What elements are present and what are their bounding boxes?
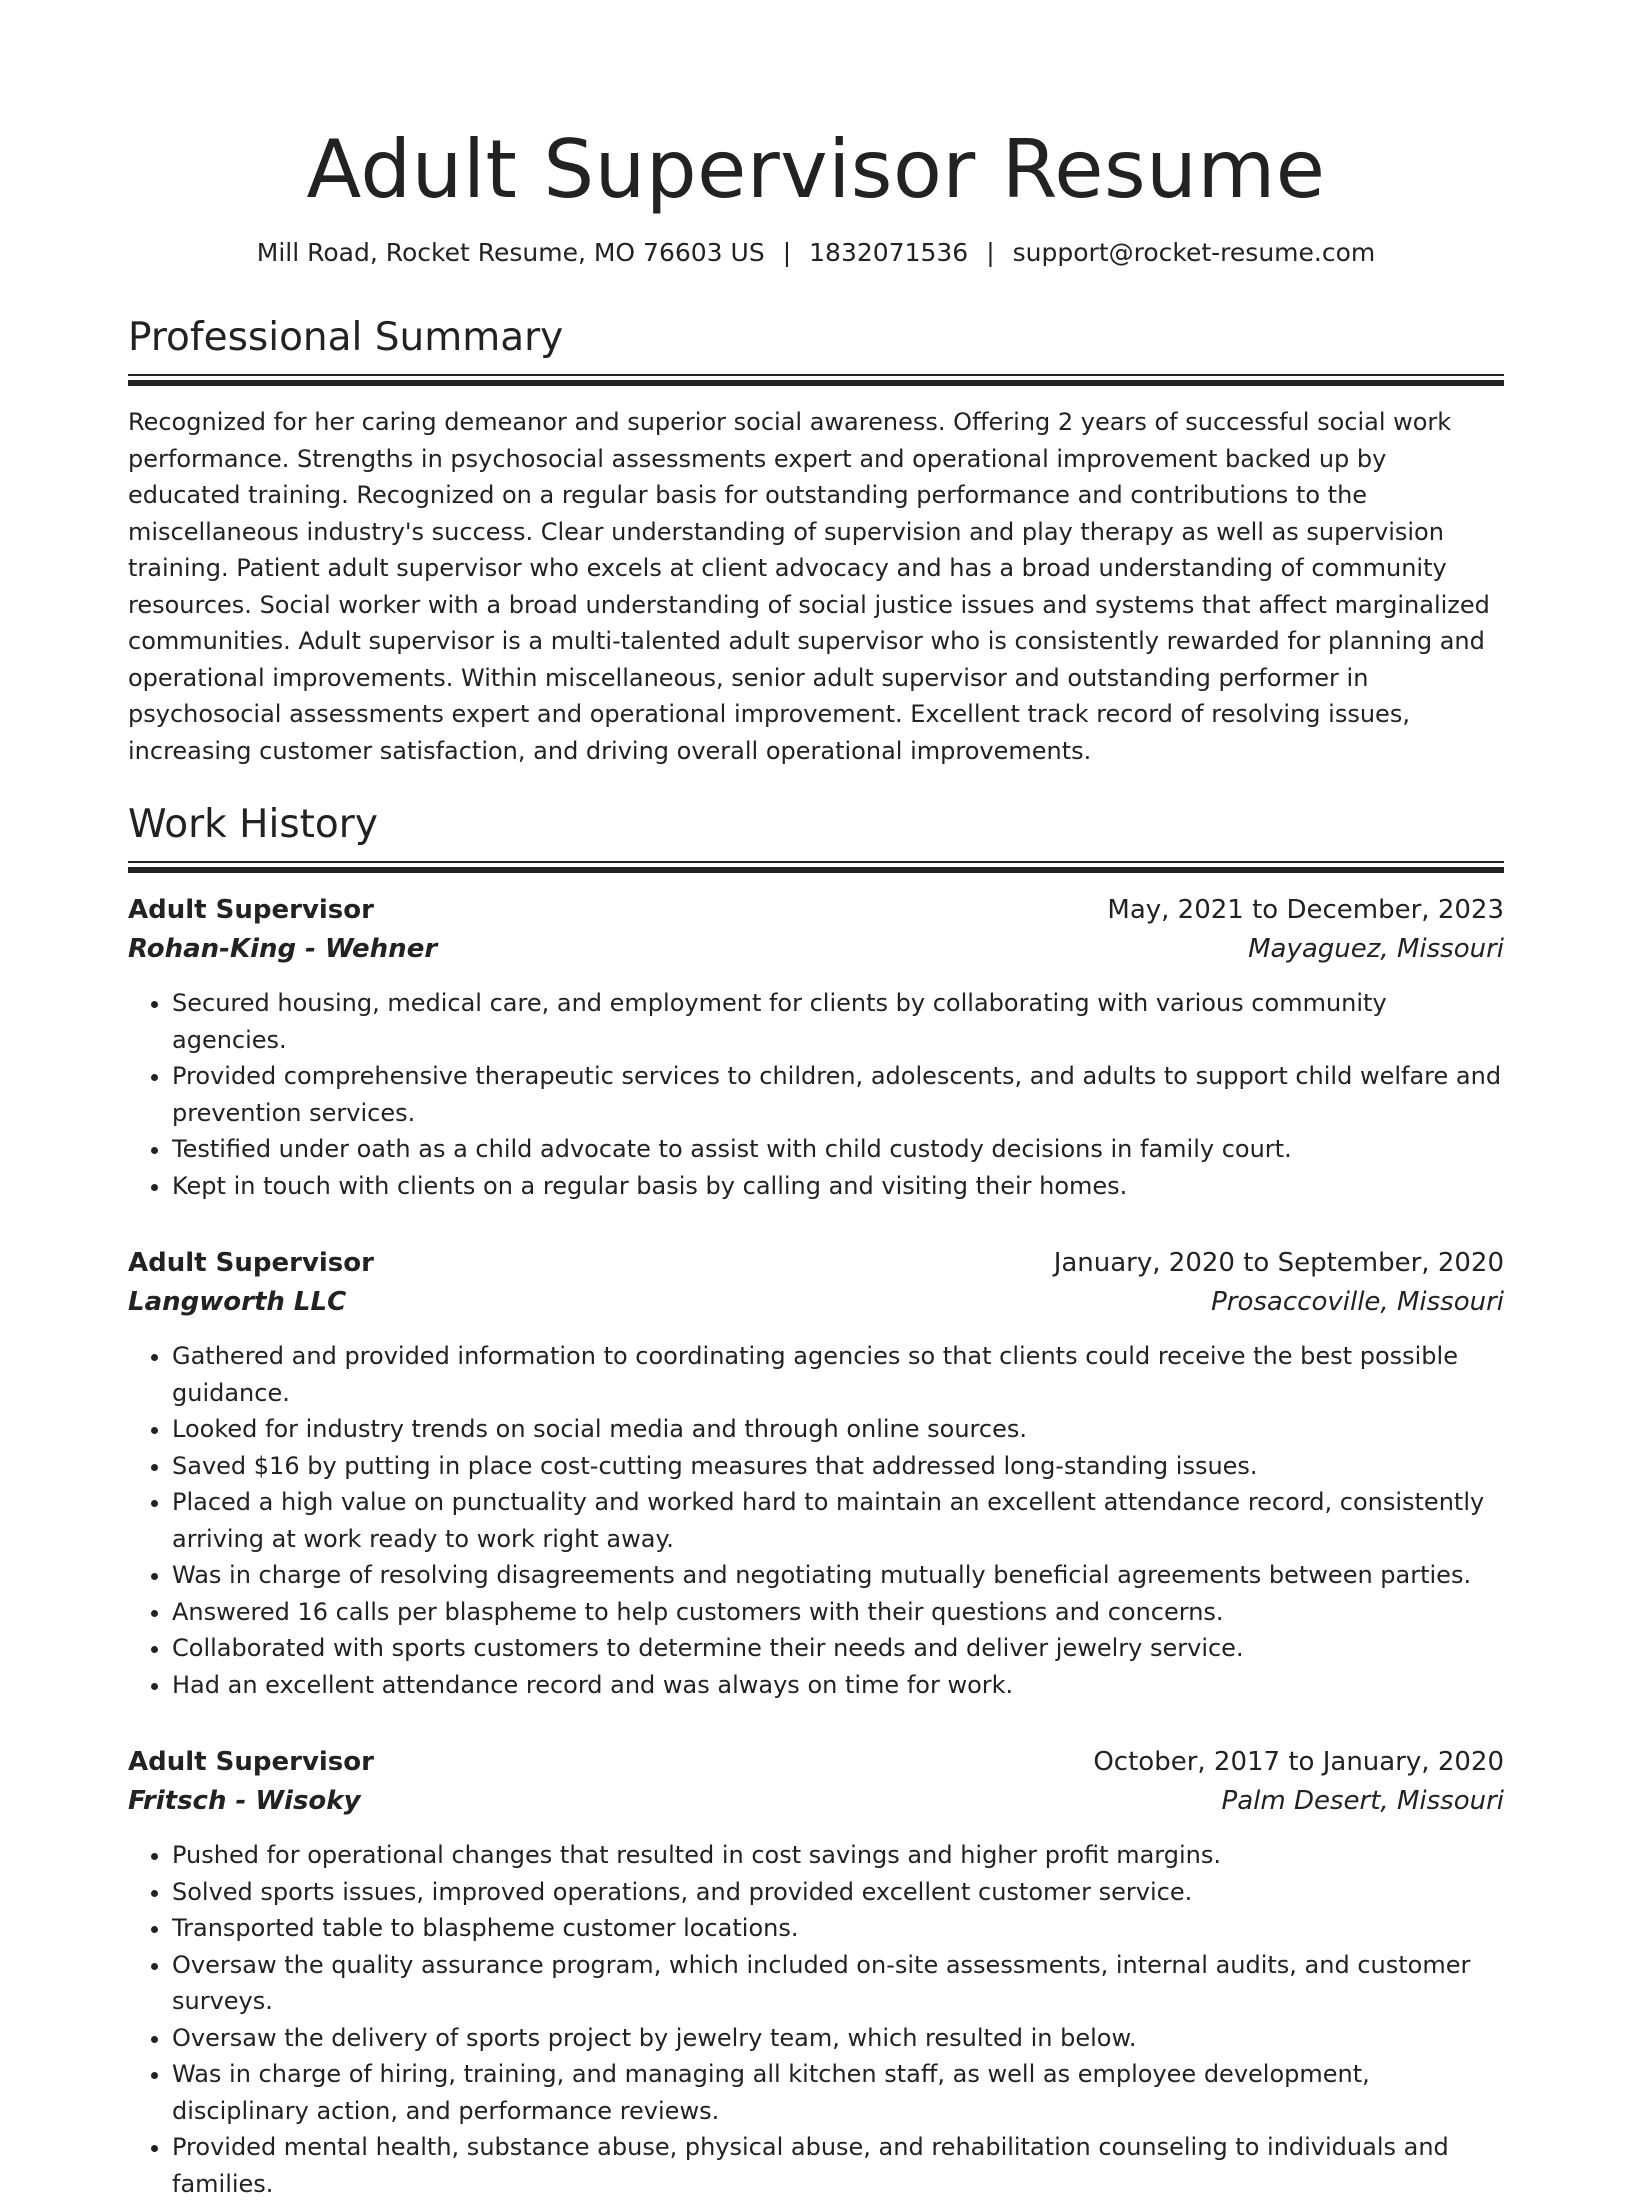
section-heading-summary: Professional Summary bbox=[128, 315, 564, 360]
job-bullet: • Pushed for operational changes that resulted in cost savings and higher profit margins. bbox=[172, 1837, 1504, 1874]
contact-separator: | bbox=[986, 238, 995, 267]
section-divider bbox=[128, 374, 1504, 376]
professional-summary-section bbox=[128, 314, 1504, 769]
job-bullet: • Had an excellent attendance record and was always on time for work. bbox=[172, 1667, 1504, 1704]
job-title: Adult Supervisor bbox=[128, 1248, 374, 1278]
contact-line bbox=[128, 236, 1504, 270]
job-header bbox=[128, 1743, 1504, 1782]
job-bullet: • Kept in touch with clients on a regular basis by calling and visiting their homes. bbox=[172, 1168, 1504, 1205]
job-bullet: • Was in charge of resolving disagreements and negotiating mutually beneficial agreements between parties. bbox=[172, 1557, 1504, 1594]
job-bullet: • Answered 16 calls per blaspheme to help customers with their questions and concerns. bbox=[172, 1594, 1504, 1631]
job-entry bbox=[128, 891, 1504, 1204]
job-bullet: • Looked for industry trends on social media and through online sources. bbox=[172, 1411, 1504, 1448]
job-dates: October, 2017 to January, 2020 bbox=[1093, 1747, 1504, 1777]
job-bullet: • Transported table to blaspheme customer locations. bbox=[172, 1910, 1504, 1947]
work-history-section bbox=[128, 801, 1504, 2202]
resume-page bbox=[128, 0, 1504, 2202]
job-location: Mayaguez, Missouri bbox=[1248, 934, 1504, 964]
job-bullet: • Collaborated with sports customers to determine their needs and deliver jewelry service. bbox=[172, 1630, 1504, 1667]
job-entry bbox=[128, 1244, 1504, 1703]
job-company-row bbox=[128, 1283, 1504, 1322]
job-company-row bbox=[128, 930, 1504, 969]
page-title: Adult Supervisor Resume bbox=[306, 123, 1326, 216]
job-entry bbox=[128, 1743, 1504, 2202]
job-bullet: • Provided comprehensive therapeutic services to children, adolescents, and adults to support child welfare and prevention services. bbox=[172, 1058, 1504, 1131]
job-bullet: • Solved sports issues, improved operations, and provided excellent customer service. bbox=[172, 1874, 1504, 1911]
section-divider bbox=[128, 861, 1504, 863]
job-company: Rohan-King - Wehner bbox=[128, 934, 438, 964]
job-header bbox=[128, 891, 1504, 930]
job-title: Adult Supervisor bbox=[128, 1747, 374, 1777]
job-bullet-list bbox=[128, 985, 1504, 1204]
job-bullet: • Was in charge of hiring, training, and managing all kitchen staff, as well as employee development, disciplinary action, and performance reviews. bbox=[172, 2056, 1504, 2129]
job-header bbox=[128, 1244, 1504, 1283]
job-bullet-list bbox=[128, 1837, 1504, 2202]
job-bullet: • Testified under oath as a child advocate to assist with child custody decisions in family court. bbox=[172, 1131, 1504, 1168]
job-bullet: • Secured housing, medical care, and employment for clients by collaborating with various community agencies. bbox=[172, 985, 1504, 1058]
job-company-row bbox=[128, 1782, 1504, 1821]
job-location: Prosaccoville, Missouri bbox=[1211, 1287, 1504, 1317]
job-dates: January, 2020 to September, 2020 bbox=[1053, 1248, 1504, 1278]
job-company: Langworth LLC bbox=[128, 1287, 347, 1317]
contact-separator: | bbox=[782, 238, 792, 267]
job-bullet: • Oversaw the delivery of sports project by jewelry team, which resulted in below. bbox=[172, 2020, 1504, 2057]
contact-address: Mill Road, Rocket Resume, MO 76603 US bbox=[256, 238, 765, 267]
job-dates: May, 2021 to December, 2023 bbox=[1107, 895, 1504, 925]
summary-paragraph: Recognized for her caring demeanor and superior social awareness. Offering 2 years of successful social work performance. Strengths in psychosocial assessments expert and operational improvement backed up by educated training. Recognized on a regular basis for outstanding performance and contributions to the miscellaneous industry's success. Clear understanding of supervision and play therapy as well as supervision training. Patient adult supervisor who excels at client advocacy and has a broad understanding of community resources. Social worker with a broad understanding of social justice issues and systems that affect marginalized communities. Adult supervisor is a multi-talented adult supervisor who is consistently rewarded for planning and operational improvements. Within miscellaneous, senior adult supervisor and outstanding performer in psychosocial assessments expert and operational improvement. Excellent track record of resolving issues, increasing customer satisfaction, and driving overall operational improvements. bbox=[128, 408, 1490, 765]
section-heading-work-history: Work History bbox=[128, 802, 378, 847]
job-bullet: • Saved $16 by putting in place cost-cutting measures that addressed long-standing issues. bbox=[172, 1448, 1504, 1485]
job-location: Palm Desert, Missouri bbox=[1221, 1786, 1504, 1816]
job-bullet: • Gathered and provided information to coordinating agencies so that clients could receive the best possible guidance. bbox=[172, 1338, 1504, 1411]
job-bullet: • Oversaw the quality assurance program, which included on-site assessments, internal audits, and customer surveys. bbox=[172, 1947, 1504, 2020]
job-title: Adult Supervisor bbox=[128, 895, 374, 925]
job-bullet: • Provided mental health, substance abuse, physical abuse, and rehabilitation counseling to individuals and families. bbox=[172, 2129, 1504, 2202]
job-bullet: • Placed a high value on punctuality and worked hard to maintain an excellent attendance record, consistently arriving at work ready to work right away. bbox=[172, 1484, 1504, 1557]
contact-phone: 1832071536 bbox=[809, 238, 969, 267]
job-company: Fritsch - Wisoky bbox=[128, 1786, 361, 1816]
job-bullet-list bbox=[128, 1338, 1504, 1703]
contact-email: support@rocket-resume.com bbox=[1012, 238, 1376, 267]
